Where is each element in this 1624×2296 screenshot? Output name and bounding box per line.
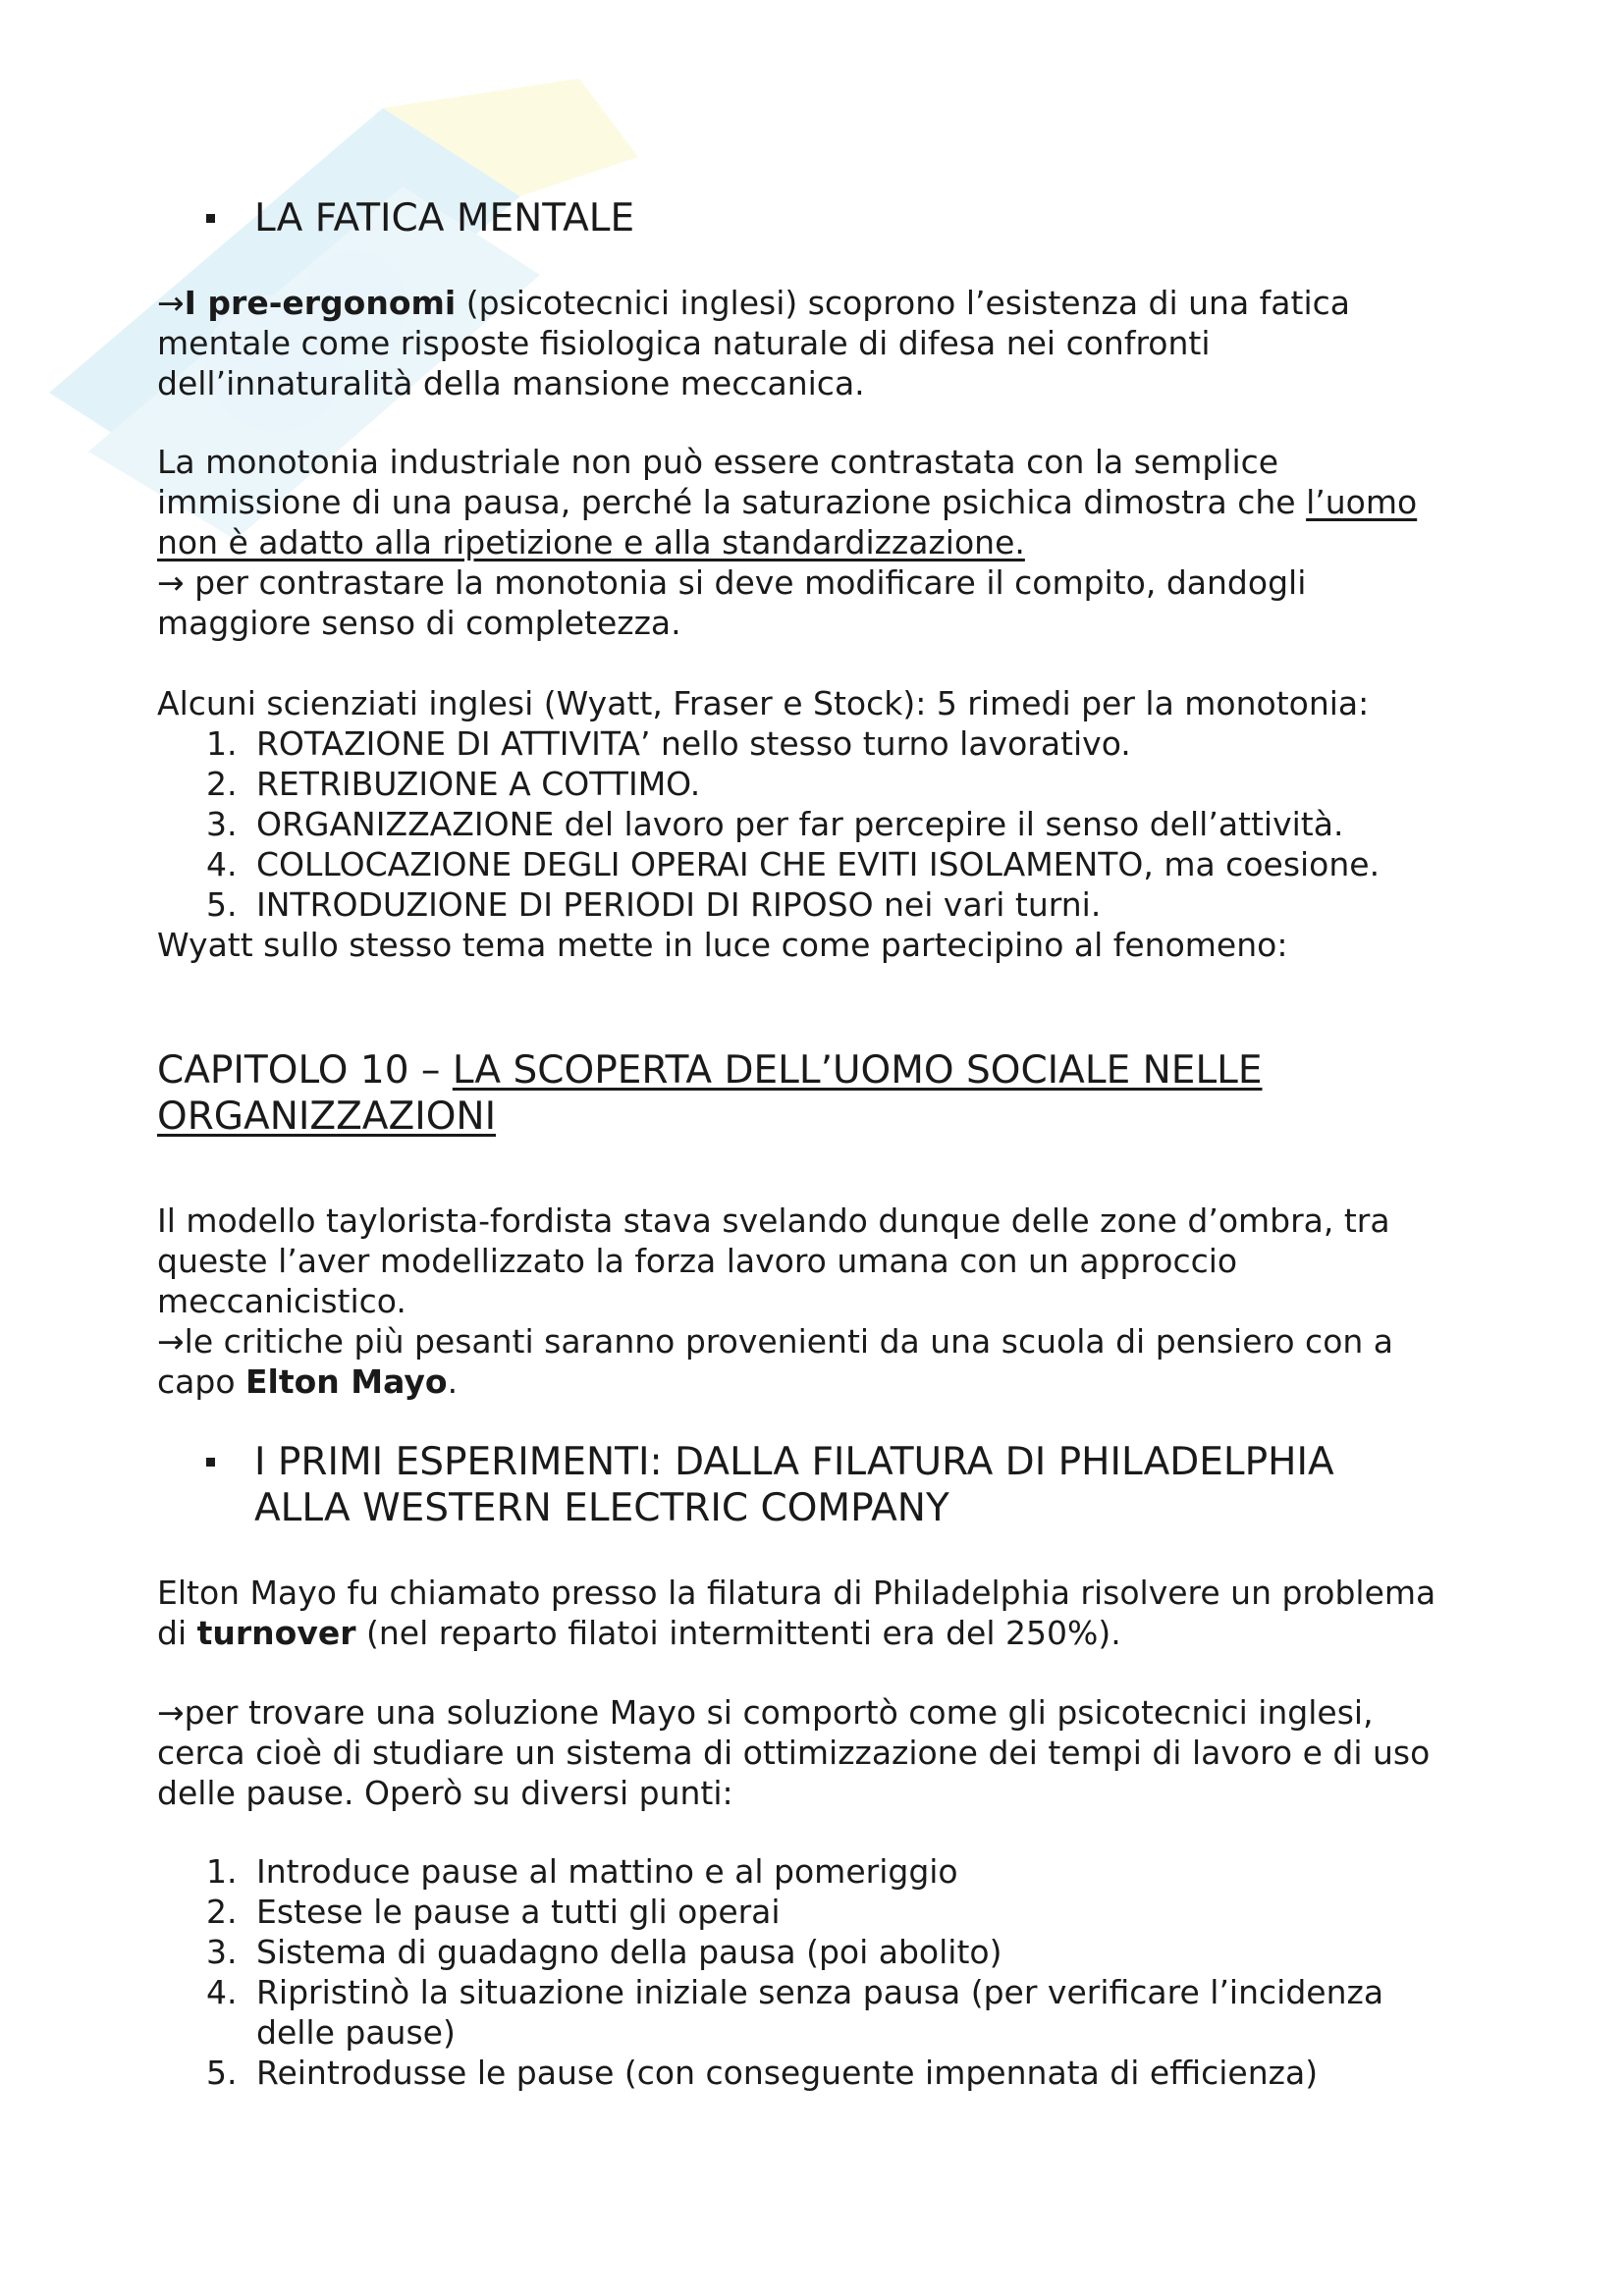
list-item: 1. Introduce pause al mattino e al pomeriggio [206, 1852, 958, 1891]
paragraph-taylorista: Il modello taylorista-fordista stava svelando dunque delle zone d’ombra, tra queste l’aver modellizzato la forza lavoro umana con un approccio meccanicistico. →le critiche più pesanti saranno provenienti da una scuola di pensiero con a capo Elton Mayo. [157, 1201, 1394, 1401]
bullet-square-icon [206, 1458, 215, 1467]
paragraph-soluzione: →per trovare una soluzione Mayo si comportò come gli psicotecnici inglesi, cerca cioè di studiare un sistema di ottimizzazione dei tempi di lavoro e di uso delle pause. Operò su diversi punti: [157, 1693, 1431, 1812]
rimedi-list [157, 723, 1473, 925]
paragraph-turnover: Elton Mayo fu chiamato presso la filatura di Philadelphia risolvere un problema di turnover (nel reparto filatoi intermittenti era del 250%). [157, 1574, 1436, 1652]
chapter-heading: CAPITOLO 10 – LA SCOPERTA DELL’UOMO SOCIALE NELLE ORGANIZZAZIONI [157, 1048, 1263, 1139]
list-item: 4. COLLOCAZIONE DEGLI OPERAI CHE EVITI ISOLAMENTO, ma coesione. [206, 845, 1380, 883]
arrow-icon: → [157, 284, 185, 322]
paragraph-wyatt: Wyatt sullo stesso tema mette in luce come partecipino al fenomeno: [157, 926, 1288, 964]
list-item: 1. ROTAZIONE DI ATTIVITA’ nello stesso turno lavorativo. [206, 724, 1131, 763]
list-item: 5. Reintrodusse le pause (con conseguente impennata di efficienza) [206, 2054, 1319, 2092]
punti-list [157, 1851, 1473, 2093]
paragraph-monotonia: La monotonia industriale non può essere contrastata con la semplice immissione di una pausa, perché la saturazione psichica dimostra che l’uomo non è adatto alla ripetizione e alla standardizzazione. → per contrastare la monotonia si deve modificare il compito, dandogli maggiore senso di completezza. [157, 443, 1418, 642]
list-item: 2. RETRIBUZIONE A COTTIMO. [206, 765, 701, 803]
list-item: 4. Ripristinò la situazione iniziale senza pausa (per verificare l’incidenza delle pause) [206, 1973, 1384, 2052]
paragraph-pre-ergonomi: →I pre-ergonomi (psicotecnici inglesi) scoprono l’esistenza di una fatica mentale come risposte fisiologica naturale di difesa nei confronti dell’innaturalità della mansione meccanica. [157, 284, 1350, 402]
paragraph-rimedi-intro: Alcuni scienziati inglesi (Wyatt, Fraser e Stock): 5 rimedi per la monotonia: [157, 684, 1370, 722]
list-item: 5. INTRODUZIONE DI PERIODI DI RIPOSO nei vari turni. [206, 885, 1102, 924]
list-item: 3. ORGANIZZAZIONE del lavoro per far percepire il senso dell’attività. [206, 805, 1344, 843]
list-item: 3. Sistema di guadagno della pausa (poi abolito) [206, 1933, 1002, 1971]
list-item: 2. Estese le pause a tutti gli operai [206, 1893, 781, 1931]
bullet-square-icon [206, 214, 215, 223]
